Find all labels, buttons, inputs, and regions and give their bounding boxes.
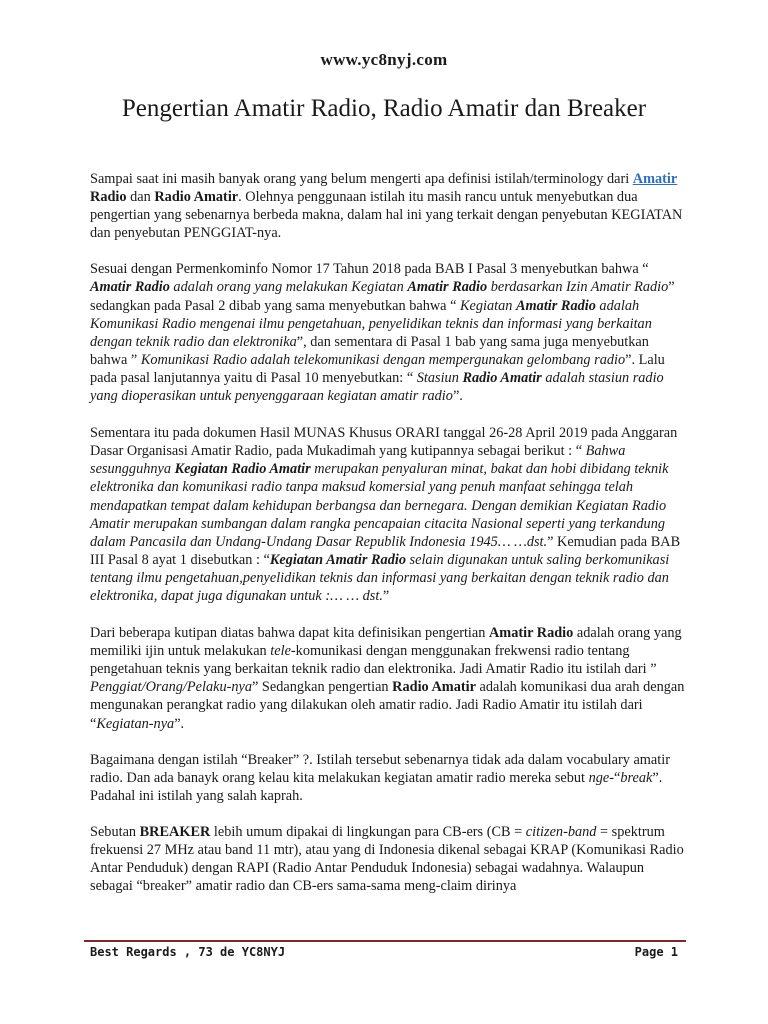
paragraph-5: Bagaimana dengan istilah “Breaker” ?. Istilah tersebut sebenarnya tidak ada dalam vocabulary amatir radio. Dan ada banayk orang kelau kita melakukan kegiatan amatir radio mereka sebut nge-“break”. Padahal ini istilah yang salah kaprah. [90, 751, 670, 804]
paragraph-4: Dari beberapa kutipan diatas bahwa dapat kita definisikan pengertian Amatir Radio adalah orang yang memiliki ijin untuk melakukan tele-komunikasi dengan menggunakan frekwensi radio tentang pengetahuan teknis yang berkaitan teknik radio dan elektronika. Jadi Amatir Radio itu istilah dari ” Penggiat/Orang/Pelaku-nya” Sedangkan pengertian Radio Amatir adalah komunikasi dua arah dengan mengunakan perangkat radio yang dilakukan oleh amatir radio. Jadi Radio Amatir itu istilah dari “Kegiatan-nya”. [90, 625, 685, 732]
page-number: Page 1 [634, 945, 678, 959]
site-url-header: www.yc8nyj.com [320, 50, 448, 69]
paragraph-2: Sesuai dengan Permenkominfo Nomor 17 Tahun 2018 pada BAB I Pasal 3 menyebutkan bahwa “ Amatir Radio adalah orang yang melakukan Kegiatan Amatir Radio berdasarkan Izin Amatir Radio” sedangkan pada Pasal 2 dibab yang sama menyebutkan bahwa “ Kegiatan Amatir Radio adalah Komunikasi Radio mengenai ilmu pengetahuan, penyelidikan teknis dan informasi yang berkaitan dengan teknik radio dan elektronika”, dan sementara di Pasal 1 bab yang sama juga menyebutkan bahwa ” Komunikasi Radio adalah telekomunikasi dengan mempergunakan gelombang radio”. Lalu pada pasal lanjutannya yaitu di Pasal 10 menyebutkan: “ Stasiun Radio Amatir adalah stasiun radio yang dioperasikan untuk penyenggaraan kegiatan amatir radio”. [90, 261, 675, 405]
footer-divider [84, 940, 686, 942]
paragraph-1: Sampai saat ini masih banyak orang yang belum mengerti apa definisi istilah/terminology dari Amatir Radio dan Radio Amatir. Olehnya penggunaan istilah itu masih rancu untuk menyebutkan dua pengertian yang sebenarnya berbeda makna, dalam hal ini yang terkait dengan penyebutan KEGIATAN dan penyebutan PENGGIAT-nya. [90, 171, 683, 242]
footer-signature: Best Regards , 73 de YC8NYJ [90, 945, 286, 959]
amatir-link[interactable]: Amatir [632, 171, 678, 187]
paragraph-6: Sebutan BREAKER lebih umum dipakai di lingkungan para CB-ers (CB = citizen-band = spektrum frekuensi 27 MHz atau band 11 mtr), atau yang di Indonesia dikenal sebagai KRAP (Komunikasi Radio Antar Penduduk) dengan RAPI (Radio Antar Penduduk Indonesia) sebagai wadahnya. Walaupun sebagai “breaker” amatir radio dan CB-ers sama-sama meng-claim dirinya [90, 823, 684, 895]
document-title: Pengertian Amatir Radio, Radio Amatir dan Breaker [121, 95, 647, 122]
paragraph-3: Sementara itu pada dokumen Hasil MUNAS Khusus ORARI tanggal 26-28 April 2019 pada Anggaran Dasar Organisasi Amatir Radio, pada Mukadimah yang kutipannya sebagai berikut : “ Bahwa sesungguhnya Kegiatan Radio Amatir merupakan penyaluran minat, bakat dan hobi dibidang teknik elektronika dan komunikasi radio tanpa maksud komersial yang penuh manfaat sehingga telah mendapatkan tempat dalam kehidupan berbangsa dan bernegara. Dengan demikian Kegiatan Radio Amatir merupakan sumbangan dalam rangka pencapaian citacita Nasional seperti yang terkandung dalam Pancasila dan Undang-Undang Dasar Republik Indonesia 1945… …dst.” Kemudian pada BAB III Pasal 8 ayat 1 disebutkan : “Kegiatan Amatir Radio selain digunakan untuk saling berkomunikasi tentang ilmu pengetahuan,penyelidikan teknis dan informasi yang berkaitan dengan teknik radio dan elektronika, dapat juga digunakan untuk :… … dst.” [90, 425, 681, 604]
document-body [90, 170, 686, 913]
